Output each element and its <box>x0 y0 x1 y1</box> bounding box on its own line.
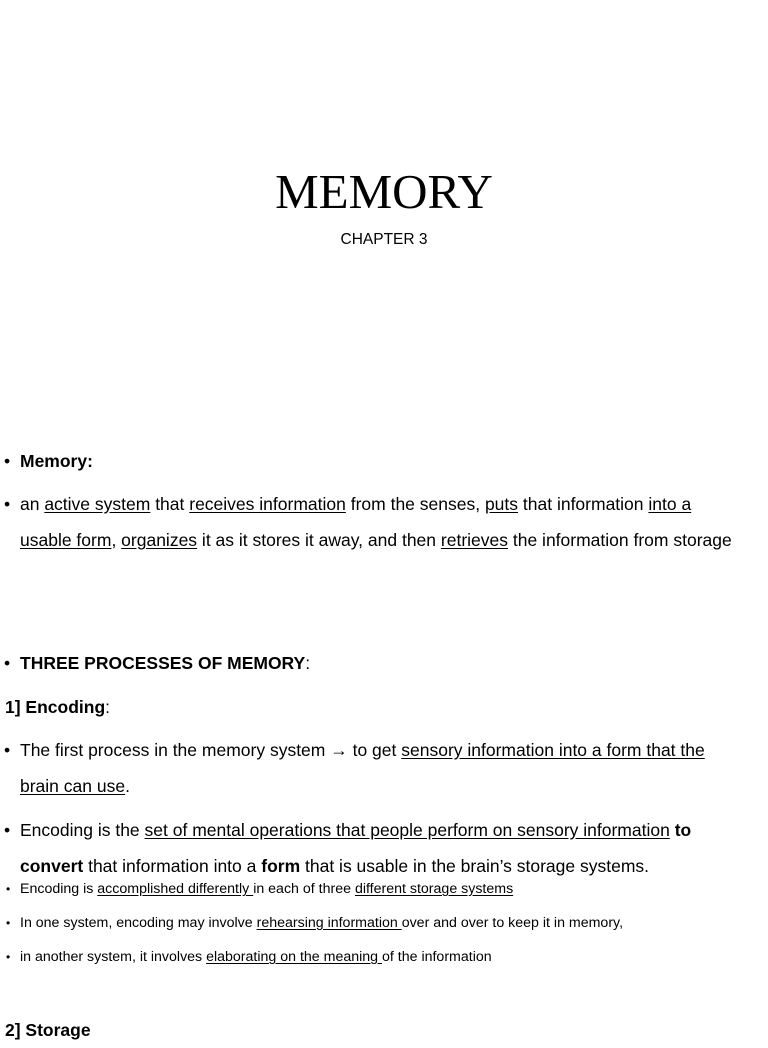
text: that information <box>518 494 649 514</box>
text: it as it stores it away, and then <box>197 530 441 550</box>
encoding-heading-line <box>0 689 768 725</box>
page-title: MEMORY <box>275 164 493 219</box>
underlined-text: elaborating on the meaning <box>206 949 382 965</box>
underlined-text: different storage systems <box>354 881 514 897</box>
bold-text: form <box>261 856 301 876</box>
underlined-text: organizes <box>121 530 198 550</box>
bullet-processes-heading <box>0 645 768 681</box>
bullet-memory-definition <box>0 486 768 558</box>
underlined-text: rehearsing information <box>256 915 402 931</box>
colon: : <box>105 697 111 717</box>
storage-heading: 2] Storage <box>5 1020 91 1040</box>
underlined-text: puts <box>484 494 519 514</box>
text: Encoding is <box>20 881 98 897</box>
encoding-2-clip <box>0 812 768 876</box>
text: , <box>111 530 122 550</box>
text: an <box>20 494 45 514</box>
text: over and over to keep it in memory, <box>401 915 624 931</box>
text: that information into a <box>83 856 262 876</box>
underlined-text: accomplished differently <box>97 881 254 897</box>
underlined-text: set of mental operations that people perform on sensory information <box>144 820 670 840</box>
next-heading-clip <box>0 1012 768 1040</box>
next-heading-line <box>0 1012 768 1048</box>
processes-heading: THREE PROCESSES OF MEMORY <box>20 653 306 673</box>
bold-text: to convert <box>20 820 692 876</box>
text: in each of three <box>253 881 355 897</box>
colon: : <box>305 653 311 673</box>
memory-section <box>0 443 768 558</box>
text: Encoding is the <box>20 820 145 840</box>
text: . <box>125 776 130 796</box>
underlined-text: active system <box>44 494 151 514</box>
bullet-detail-2 <box>0 906 768 940</box>
bullet-encoding-1 <box>0 732 768 804</box>
text: from the senses, <box>345 494 485 514</box>
underlined-text: receives information <box>189 494 346 514</box>
encoding-heading: 1] Encoding <box>5 697 106 717</box>
bullet-memory-heading <box>0 443 768 479</box>
page-subtitle: CHAPTER 3 <box>340 231 428 248</box>
text: to get <box>347 740 402 760</box>
processes-section <box>0 645 768 804</box>
encoding-details <box>0 872 768 974</box>
text: of the information <box>382 949 492 965</box>
text: in another system, it involves <box>20 949 207 965</box>
underlined-text: into a usable form <box>20 494 692 550</box>
underlined-text: retrieves <box>440 530 508 550</box>
text: The first process in the memory system <box>20 740 331 760</box>
text: that is usable in the brain’s storage systems. <box>300 856 650 876</box>
text: that <box>150 494 190 514</box>
memory-heading: Memory: <box>20 451 93 471</box>
text: the information from storage <box>508 530 732 550</box>
arrow-icon: → <box>330 740 348 760</box>
underlined-text: sensory information into a form that the brain can use <box>20 740 705 796</box>
bullet-detail-3 <box>0 940 768 974</box>
bullet-detail-1 <box>0 872 768 906</box>
text: In one system, encoding may involve <box>20 915 257 931</box>
